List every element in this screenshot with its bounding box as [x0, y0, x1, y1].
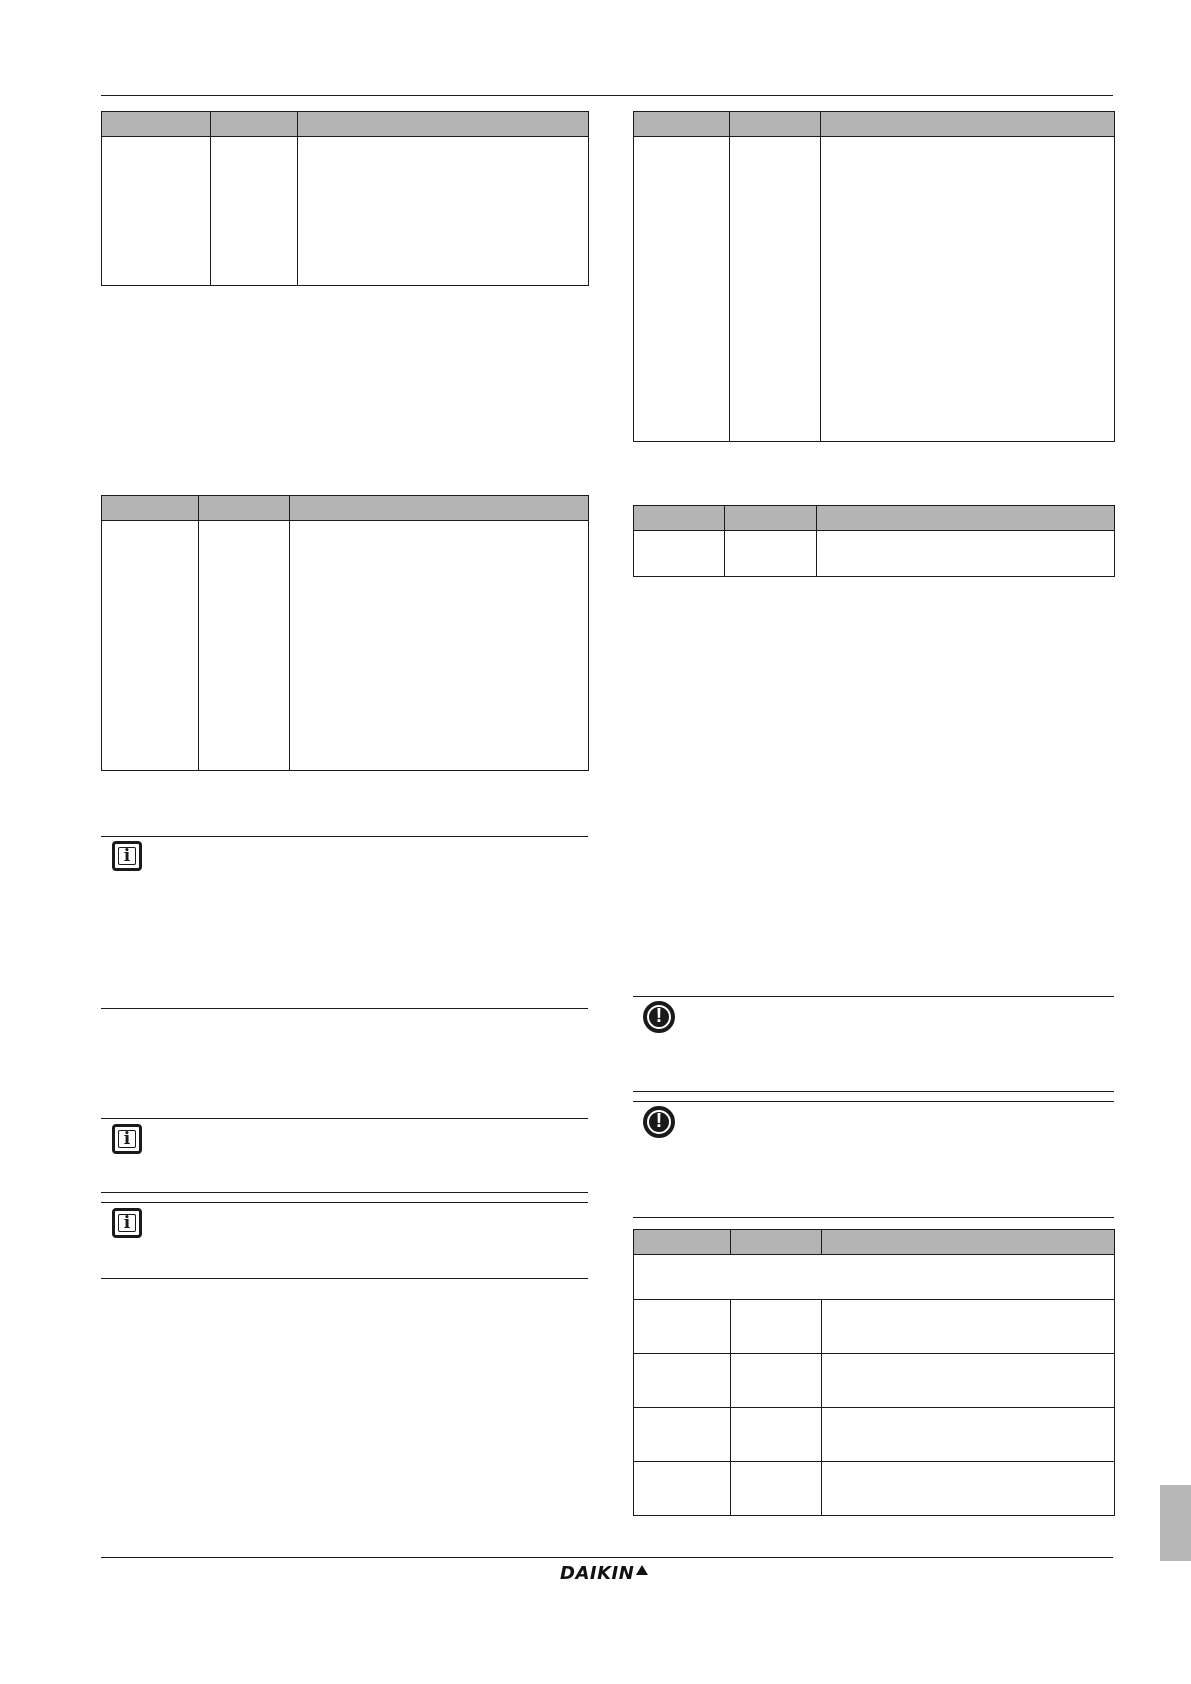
- table-row: [102, 137, 589, 286]
- footer-rule: [101, 1557, 1113, 1558]
- table-header-row: [102, 496, 589, 521]
- logo-text: DAIKIN: [560, 1563, 635, 1584]
- table-cell: [822, 1408, 1115, 1462]
- table-right-3: [633, 1229, 1115, 1516]
- table-header-cell: [817, 506, 1115, 531]
- information-icon: i: [112, 841, 142, 871]
- table-cell: [822, 1354, 1115, 1408]
- table-header-row: [634, 112, 1115, 137]
- logo-mark-icon: [636, 1565, 648, 1575]
- table-header-cell: [634, 112, 730, 137]
- table-cell: [731, 1408, 822, 1462]
- table-header-cell: [821, 112, 1115, 137]
- table-row: [634, 1300, 1115, 1354]
- table-cell: [634, 1408, 731, 1462]
- table-header-cell: [634, 1230, 731, 1255]
- information-icon: i: [112, 1124, 142, 1154]
- table-header-cell: [298, 112, 589, 137]
- table-header-row: [634, 506, 1115, 531]
- table-cell: [730, 137, 821, 442]
- table-header-cell: [725, 506, 817, 531]
- table-header-cell: [199, 496, 290, 521]
- table-row: [634, 531, 1115, 577]
- table-cell: [731, 1462, 822, 1516]
- table-cell: [211, 137, 298, 286]
- table-header-cell: [290, 496, 589, 521]
- table-cell: [817, 531, 1115, 577]
- table-header-cell: [822, 1230, 1115, 1255]
- note-rule-top: [101, 1202, 588, 1203]
- note-rule-top: [633, 1101, 1114, 1102]
- side-chapter-tab: [1160, 1485, 1191, 1561]
- table-row: [634, 1354, 1115, 1408]
- table-cell: [290, 521, 589, 771]
- table-cell: [731, 1354, 822, 1408]
- table-cell: [822, 1300, 1115, 1354]
- table-cell: [725, 531, 817, 577]
- note-rule-bottom: [633, 1217, 1114, 1218]
- table-cell: [634, 1300, 731, 1354]
- exclamation-warning-icon: !: [643, 1001, 675, 1033]
- table-row: [634, 137, 1115, 442]
- daikin-logo: [560, 1563, 650, 1585]
- table-row: [634, 1462, 1115, 1516]
- table-cell: [634, 1462, 731, 1516]
- note-rule-top: [101, 1118, 588, 1119]
- table-header-cell: [730, 112, 821, 137]
- table-header-cell: [731, 1230, 822, 1255]
- table-header-row: [102, 112, 589, 137]
- table-header-cell: [634, 506, 725, 531]
- table-cell: [821, 137, 1115, 442]
- table-right-2: [633, 505, 1115, 577]
- note-rule-bottom: [101, 1192, 588, 1193]
- table-cell: [298, 137, 589, 286]
- note-rule-top: [633, 996, 1114, 997]
- note-rule-bottom: [101, 1008, 588, 1009]
- table-header-cell: [102, 496, 199, 521]
- table-section-cell: [634, 1255, 1115, 1300]
- table-header-row: [634, 1230, 1115, 1255]
- table-row: [634, 1408, 1115, 1462]
- exclamation-warning-icon: !: [643, 1106, 675, 1138]
- table-left-1: [101, 111, 589, 286]
- table-header-cell: [211, 112, 298, 137]
- table-cell: [731, 1300, 822, 1354]
- table-cell: [634, 1354, 731, 1408]
- table-row: [102, 521, 589, 771]
- table-section-row: [634, 1255, 1115, 1300]
- table-cell: [102, 137, 211, 286]
- note-rule-top: [101, 836, 588, 837]
- table-header-cell: [102, 112, 211, 137]
- table-right-1: [633, 111, 1115, 442]
- table-cell: [102, 521, 199, 771]
- table-cell: [634, 531, 725, 577]
- table-left-2: [101, 495, 589, 771]
- table-cell: [199, 521, 290, 771]
- table-cell: [634, 137, 730, 442]
- note-rule-bottom: [101, 1278, 588, 1279]
- note-rule-bottom: [633, 1091, 1114, 1092]
- header-rule: [101, 95, 1113, 96]
- information-icon: i: [112, 1208, 142, 1238]
- table-cell: [822, 1462, 1115, 1516]
